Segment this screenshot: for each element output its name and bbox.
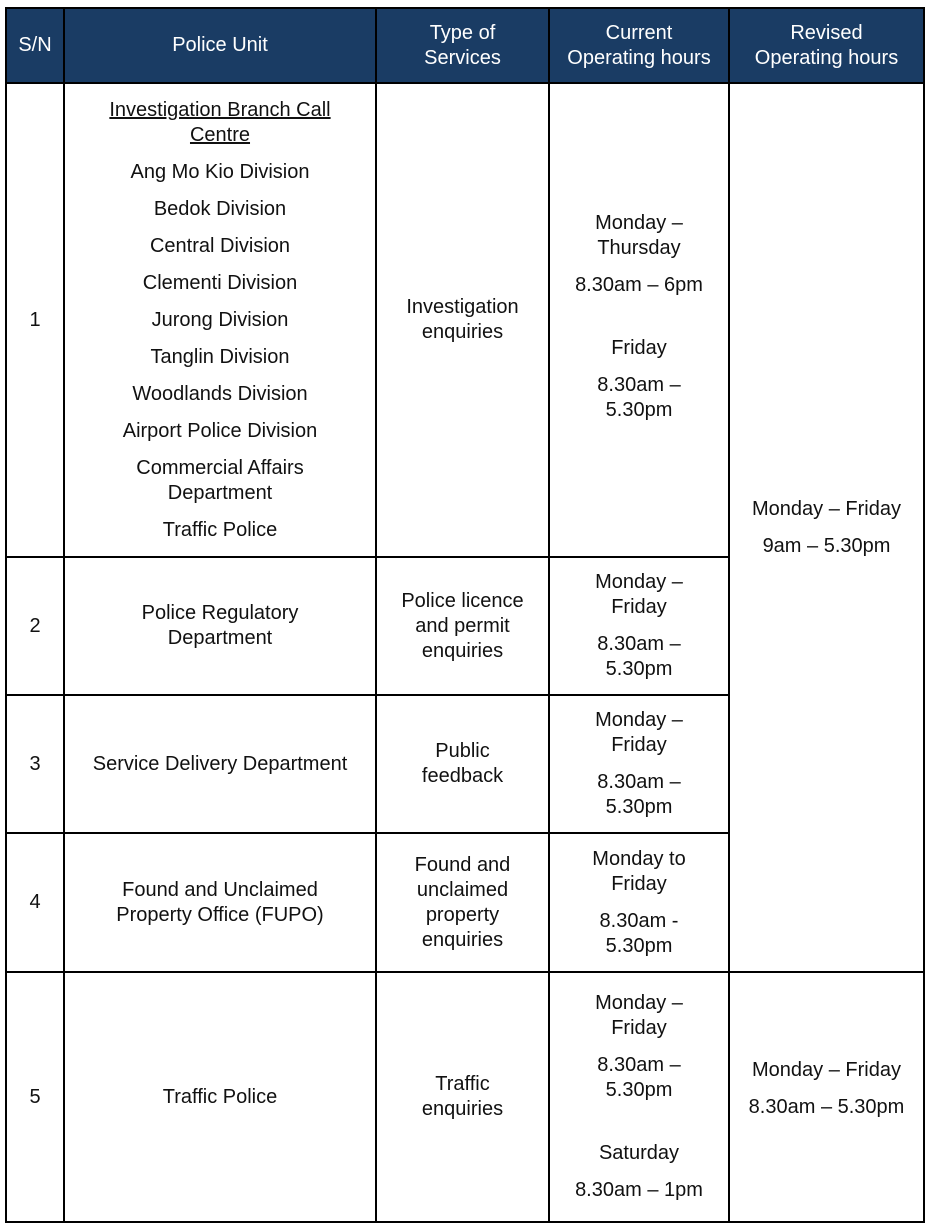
row-1-units [64, 83, 376, 557]
header-type-line: Type of [429, 21, 496, 44]
current-line: Thursday [597, 237, 681, 259]
border-col3 [548, 7, 550, 1223]
row-3-current [549, 695, 729, 833]
header-revised-line: Revised [790, 21, 863, 44]
row-2-units [64, 557, 376, 695]
border-row1-bottom [6, 556, 730, 558]
unit-name: Ang Mo Kio Division [130, 160, 310, 183]
current-line: Friday [611, 337, 667, 359]
header-sn-label: S/N [18, 34, 52, 56]
border-col1 [63, 7, 65, 1223]
header-current-line: Operating hours [567, 46, 711, 69]
row-4-units [64, 833, 376, 972]
border-top [6, 7, 925, 9]
current-line: 5.30pm [605, 1079, 673, 1101]
unit-name: Jurong Division [151, 308, 289, 331]
row-5-current [549, 972, 729, 1222]
current-line: Friday [611, 872, 667, 895]
row-2-sn [6, 557, 64, 695]
revised-line: Monday – Friday [752, 1059, 901, 1081]
sn-value: 3 [29, 752, 41, 775]
sn-value: 4 [29, 891, 41, 913]
unit-link-investigation-branch[interactable]: Centre [189, 123, 251, 146]
type-line: enquiries [421, 639, 504, 662]
current-line: Friday [611, 734, 667, 756]
current-line: 8.30am – [597, 1054, 681, 1076]
sn-value: 2 [29, 614, 41, 637]
row-2-current [549, 557, 729, 695]
type-line: enquiries [421, 321, 504, 343]
current-line: Monday – [595, 992, 683, 1014]
sn-value: 1 [29, 308, 41, 331]
header-police-unit [64, 8, 376, 83]
row-5-units [64, 972, 376, 1222]
row-1-current [549, 83, 729, 557]
unit-name: Service Delivery Department [92, 752, 348, 775]
unit-name: Found and Unclaimed [122, 878, 318, 901]
unit-link-investigation-branch[interactable]: Investigation Branch Call [109, 98, 331, 121]
current-line: Monday – [595, 571, 683, 593]
type-line: Police licence [401, 589, 524, 612]
sn-value: 5 [29, 1085, 41, 1108]
current-line: Friday [611, 596, 667, 618]
row-4-type [376, 833, 549, 972]
border-row4-bottom [6, 971, 925, 973]
header-current-line: Current [605, 21, 673, 44]
unit-name: Traffic Police [162, 518, 278, 541]
type-line: property [425, 903, 500, 926]
current-line: 5.30pm [605, 399, 673, 421]
unit-name: Department [167, 627, 273, 649]
row-5-type [376, 972, 549, 1222]
unit-name: Police Regulatory [141, 602, 299, 624]
border-row2-bottom [6, 694, 730, 696]
unit-name: Property Office (FUPO) [116, 903, 324, 926]
header-revised-line: Operating hours [754, 46, 899, 69]
unit-name: Tanglin Division [150, 345, 290, 368]
current-line: Monday – [595, 212, 683, 234]
border-col4 [728, 7, 730, 1223]
header-type-of-services [376, 8, 549, 83]
type-line: Traffic [435, 1073, 490, 1095]
header-current-hours [549, 8, 729, 83]
row-3-type [376, 695, 549, 833]
row-3-units [64, 695, 376, 833]
current-line: 8.30am – [597, 771, 681, 793]
current-line: 8.30am – [597, 374, 681, 396]
type-line: enquiries [421, 1098, 504, 1120]
current-line: Saturday [598, 1142, 680, 1164]
unit-name: Airport Police Division [122, 419, 318, 442]
revised-line: 8.30am – 5.30pm [748, 1096, 905, 1118]
current-line: Monday – [595, 709, 683, 731]
border-col2 [375, 7, 377, 1223]
revised-row-5 [729, 972, 924, 1222]
type-line: Found and [414, 853, 511, 876]
row-1-type [376, 83, 549, 557]
unit-name: Bedok Division [153, 197, 287, 220]
border-row3-bottom [6, 832, 730, 834]
border-header-bottom [6, 82, 925, 84]
revised-line: Monday – Friday [752, 497, 901, 520]
type-line: enquiries [421, 928, 504, 951]
row-2-type [376, 557, 549, 695]
header-police-unit-label: Police Unit [172, 34, 268, 56]
row-1-sn [6, 83, 64, 557]
current-line: 5.30pm [605, 658, 673, 680]
border-left [5, 7, 7, 1223]
unit-name: Central Division [149, 234, 291, 257]
unit-name: Woodlands Division [132, 382, 308, 405]
current-line: 8.30am – 1pm [575, 1179, 703, 1201]
current-line: Monday to [592, 847, 686, 870]
current-line: 8.30am – [597, 633, 681, 655]
row-5-sn [6, 972, 64, 1222]
row-4-current [549, 833, 729, 972]
type-line: feedback [421, 765, 504, 787]
current-line: 8.30am - [599, 909, 679, 932]
current-line: 8.30am – 6pm [575, 274, 703, 296]
revised-rows-1-4 [729, 83, 924, 972]
header-revised-hours [729, 8, 924, 83]
border-right [923, 7, 925, 1223]
unit-name: Department [167, 481, 273, 504]
unit-name: Clementi Division [142, 271, 298, 294]
unit-name: Traffic Police [162, 1085, 278, 1108]
row-3-sn [6, 695, 64, 833]
row-4-sn [6, 833, 64, 972]
type-line: unclaimed [416, 878, 509, 901]
revised-line: 9am – 5.30pm [762, 534, 891, 557]
header-type-line: Services [424, 46, 501, 69]
border-bottom [6, 1221, 925, 1223]
type-line: Public [435, 740, 490, 762]
current-line: 5.30pm [605, 934, 673, 957]
unit-name: Commercial Affairs [136, 456, 304, 479]
current-line: Friday [611, 1017, 667, 1039]
type-line: and permit [415, 614, 510, 637]
current-line: 5.30pm [605, 796, 673, 818]
header-sn [6, 8, 64, 83]
type-line: Investigation [406, 296, 519, 318]
